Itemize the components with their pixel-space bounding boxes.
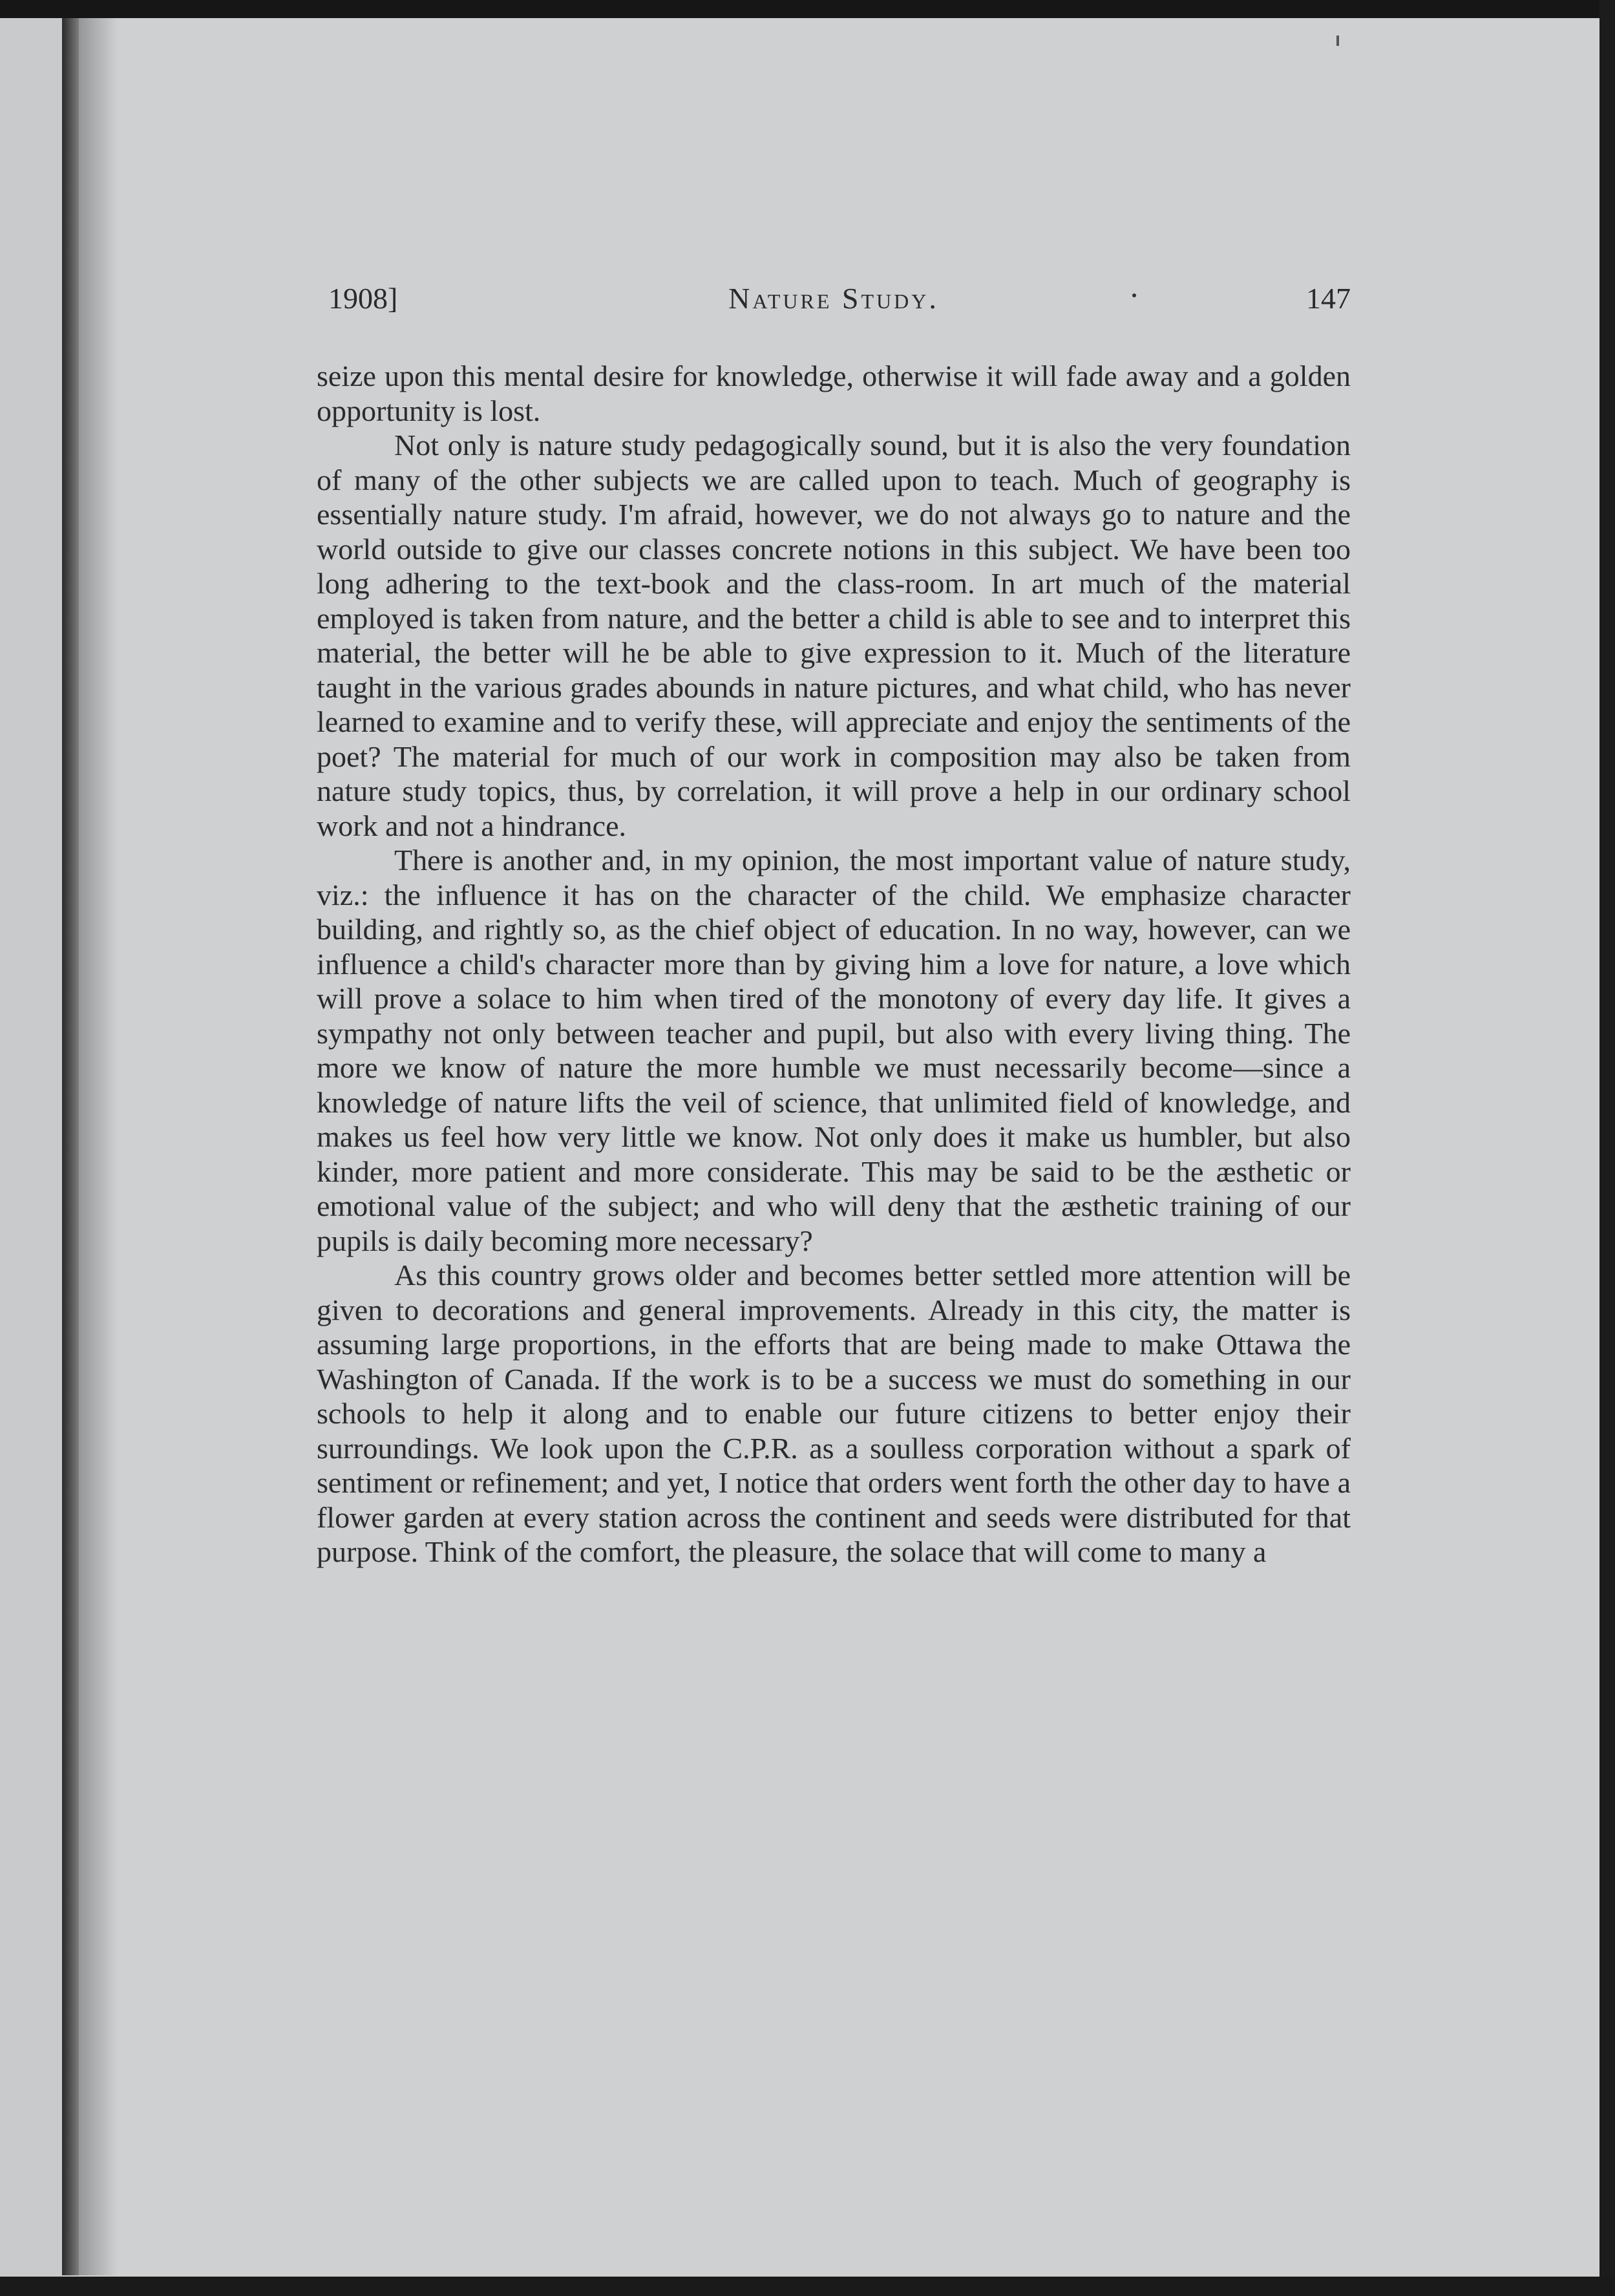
page-number: 147 [1306, 282, 1351, 315]
scan-bottom-border [0, 2277, 1615, 2296]
header-year: 1908] [328, 282, 398, 315]
page-left-margin [0, 0, 62, 2296]
body-text [317, 359, 1351, 1569]
paragraph: As this country grows older and becomes better settled more attention will be given to decorations and general improvements. Already in this city, the matter is assuming large proportions, in the efforts that are being made to make Ottawa the Washington of Canada. If the work is to be a success we must do something in our schools to help it along and to enable our future citizens to better enjoy their surroundings. We look upon the C.P.R. as a soulless corporation without a spark of sentiment or refinement; and yet, I notice that orders went forth the other day to have a flower garden at every station across the continent and seeds were distributed for that purpose. Think of the comfort, the pleasure, the solace that will come to many a [317, 1259, 1351, 1568]
paragraph-continuation: seize upon this mental desire for knowledge, otherwise it will fade away and a golden opportunity is lost. [317, 359, 1351, 427]
book-binding-edge [62, 13, 79, 2275]
running-head [317, 275, 1351, 320]
header-dot [1132, 293, 1136, 297]
scan-speck [1336, 36, 1339, 46]
paragraph: Not only is nature study pedagogically sound, but it is also the very foundation of many of the other subjects we are called upon to teach. Much of geography is essentially nature study. I'm afraid, however, we do not always go to nature and the world outside to give our classes concrete notions in this subject. We have been too long adhering to the text-book and the class-room. In art much of the material employed is taken from nature, and the better a child is able to see and to interpret this material, the better will he be able to give expression to it. Much of the literature taught in the various grades abounds in nature pictures, and what child, who has never learned to examine and to verify these, will appreciate and enjoy the sentiments of the poet? The material for much of our work in composition may also be taken from nature study topics, thus, by correlation, it will prove a help in our ordinary school work and not a hindrance. [317, 429, 1351, 842]
scan-right-border [1599, 0, 1615, 2296]
scan-top-border [0, 0, 1615, 18]
binding-shadow [79, 13, 118, 2275]
header-title: Nature Study. [728, 282, 939, 315]
paragraph: There is another and, in my opinion, the most important value of nature study, viz.: the influence it has on the character of the child. We emphasize character building, and rightly so, as the chief object of education. In no way, however, can we influence a child's character more than by giving him a love for nature, a love which will prove a solace to him when tired of the monotony of every day life. It gives a sympathy not only between teacher and pupil, but also with every living thing. The more we know of nature the more humble we must necessarily become—since a knowledge of nature lifts the veil of science, that unlimited field of knowledge, and makes us feel how very little we know. Not only does it make us humbler, but also kinder, more patient and more considerate. This may be said to be the æsthetic or emotional value of the subject; and who will deny that the æsthetic training of our pupils is daily becoming more necessary? [317, 844, 1351, 1257]
